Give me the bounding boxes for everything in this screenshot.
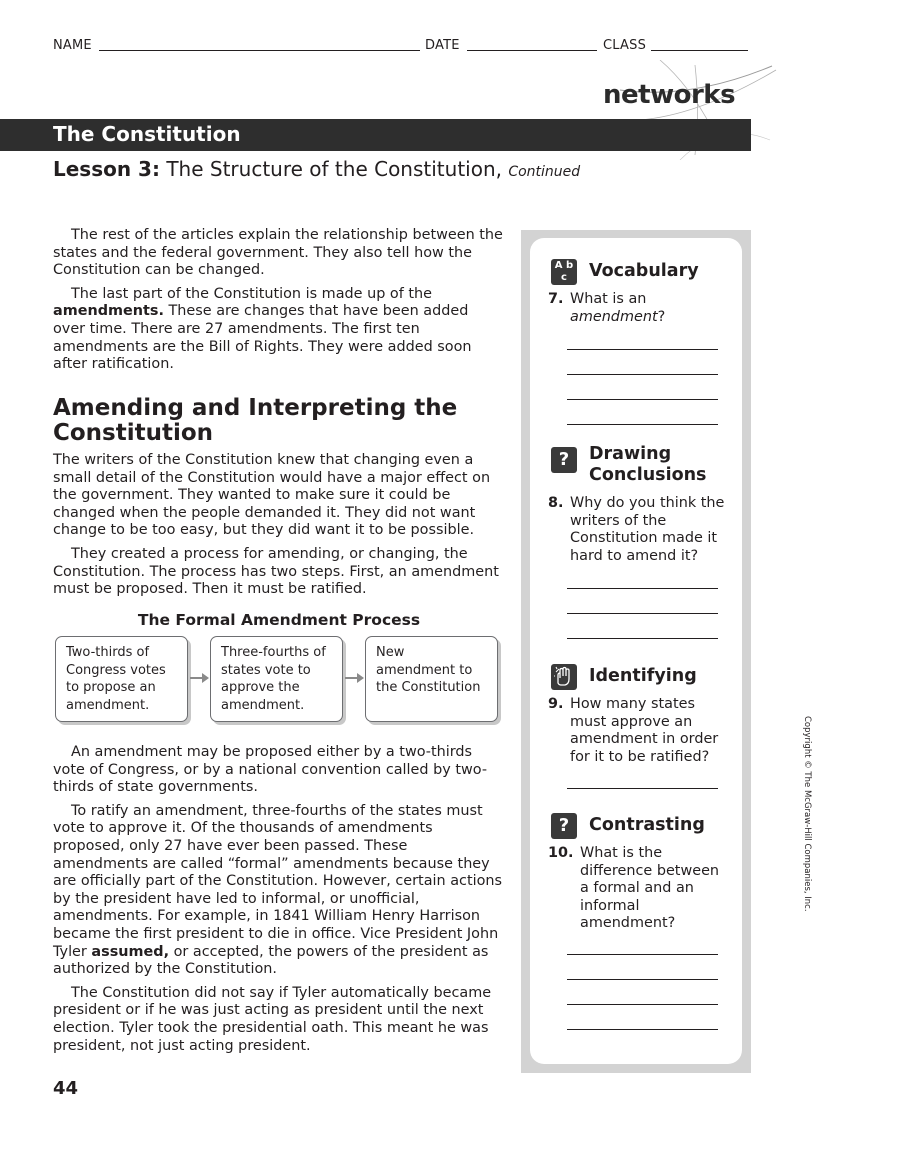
- flow-step-3: New amendment to the Constitution: [365, 636, 498, 722]
- vocabulary-icon: A b c: [551, 259, 577, 285]
- contrasting-heading: Contrasting: [589, 815, 705, 835]
- answer-line-7-1[interactable]: [567, 349, 718, 350]
- name-field[interactable]: [99, 50, 420, 51]
- answer-line-7-4[interactable]: [567, 424, 718, 425]
- flow-arrow-2: [345, 677, 362, 679]
- intro-paragraph-2: The last part of the Constitution is made up of the amendments. These are changes that have been added over time. There are 27 amendments. The first ten amendments are the Bill of Rights. They were added soon after ratification.: [53, 285, 472, 373]
- question-mark-icon: ?: [551, 447, 577, 473]
- question-7: 7. What is an amendment?: [548, 291, 666, 325]
- lesson-title: [53, 157, 580, 181]
- class-label: CLASS: [603, 38, 647, 53]
- lesson-label: Lesson 3:: [53, 157, 160, 181]
- section-paragraph-2: They created a process for amending, or changing, the Constitution. The process has two steps. First, an amendment must be proposed. Then it must be ratified.: [53, 545, 499, 598]
- answer-line-8-3[interactable]: [567, 638, 718, 639]
- date-field[interactable]: [467, 50, 597, 51]
- flow-arrow-1: [190, 677, 207, 679]
- networks-logo: [603, 80, 735, 110]
- question-9: 9. How many states must approve an amendment in order for it to be ratified?: [548, 696, 719, 765]
- identifying-hand-icon: [551, 664, 577, 690]
- question-8: 8. Why do you think the writers of the Constitution made it hard to amend it?: [548, 495, 725, 564]
- vocab-term-amendments: amendments.: [53, 303, 164, 320]
- section-heading: Amending and Interpreting the Constitution: [53, 395, 458, 446]
- identifying-heading: Identifying: [589, 666, 697, 686]
- answer-line-9-1[interactable]: [567, 788, 718, 789]
- chapter-title: The Constitution: [53, 122, 241, 146]
- answer-line-10-4[interactable]: [567, 1029, 718, 1030]
- answer-line-7-2[interactable]: [567, 374, 718, 375]
- vocabulary-heading: Vocabulary: [589, 261, 699, 281]
- flow-step-2: Three-fourths of states vote to approve the amendment.: [210, 636, 343, 722]
- answer-line-10-2[interactable]: [567, 979, 718, 980]
- continued-label: Continued: [508, 164, 581, 180]
- logo-globe-icon: o: [673, 80, 691, 110]
- logo-text-start: netw: [603, 80, 674, 110]
- answer-line-10-1[interactable]: [567, 954, 718, 955]
- lower-paragraph-3: The Constitution did not say if Tyler automatically became president or if he was just acting as president until the next election. Tyler took the presidential oath. This meant he was president, not just acting president.: [53, 984, 492, 1054]
- answer-line-8-1[interactable]: [567, 588, 718, 589]
- copyright-notice: Copyright © The McGraw-Hill Companies, Inc.: [802, 716, 812, 912]
- flow-diagram-title: The Formal Amendment Process: [137, 611, 421, 629]
- page-number: 44: [53, 1078, 79, 1099]
- lower-paragraph-2: To ratify an amendment, three-fourths of the states must vote to approve it. Of the thousands of amendments proposed, only 27 have ever been passed. These amendments are called “formal” amendments because they are officially part of the Constitution. However, certain actions by the president have led to informal, or unofficial, amendments. For example, in 1841 William Henry Harrison became the first president to die in office. Vice President John Tyler assumed, or accepted, the powers of the president as authorized by the Constitution.: [53, 802, 503, 978]
- drawing-conclusions-heading: Drawing Conclusions: [589, 444, 707, 485]
- vocab-term-assumed: assumed,: [91, 943, 170, 960]
- question-10: 10. What is the difference between a formal and an informal amendment?: [548, 845, 720, 932]
- intro-text: [53, 227, 505, 380]
- intro-paragraph-1: The rest of the articles explain the relationship between the states and the federal government. They also tell how the Constitution can be changed.: [53, 227, 503, 279]
- sidebar-panel: [530, 238, 742, 1064]
- question-mark-icon: ?: [551, 813, 577, 839]
- answer-line-7-3[interactable]: [567, 399, 718, 400]
- section-text: [53, 452, 505, 605]
- lesson-name: The Structure of the Constitution,: [159, 157, 509, 181]
- class-field[interactable]: [651, 50, 748, 51]
- flow-step-1: Two-thirds of Congress votes to propose an amendment.: [55, 636, 188, 722]
- lower-text: [53, 744, 505, 1061]
- lower-paragraph-1: An amendment may be proposed either by a two-thirds vote of Congress, or by a national convention called by two-thirds of state governments.: [53, 744, 488, 796]
- name-label: NAME: [53, 38, 92, 53]
- answer-line-10-3[interactable]: [567, 1004, 718, 1005]
- section-paragraph-1: The writers of the Constitution knew that changing even a small detail of the Constitution would have a major effect on the government. They wanted to make sure it could be changed when the people demanded it. They did not want change to be too easy, but they did want it to be possible.: [53, 452, 491, 539]
- logo-text-end: rks: [690, 80, 736, 110]
- answer-line-8-2[interactable]: [567, 613, 718, 614]
- date-label: DATE: [425, 38, 460, 53]
